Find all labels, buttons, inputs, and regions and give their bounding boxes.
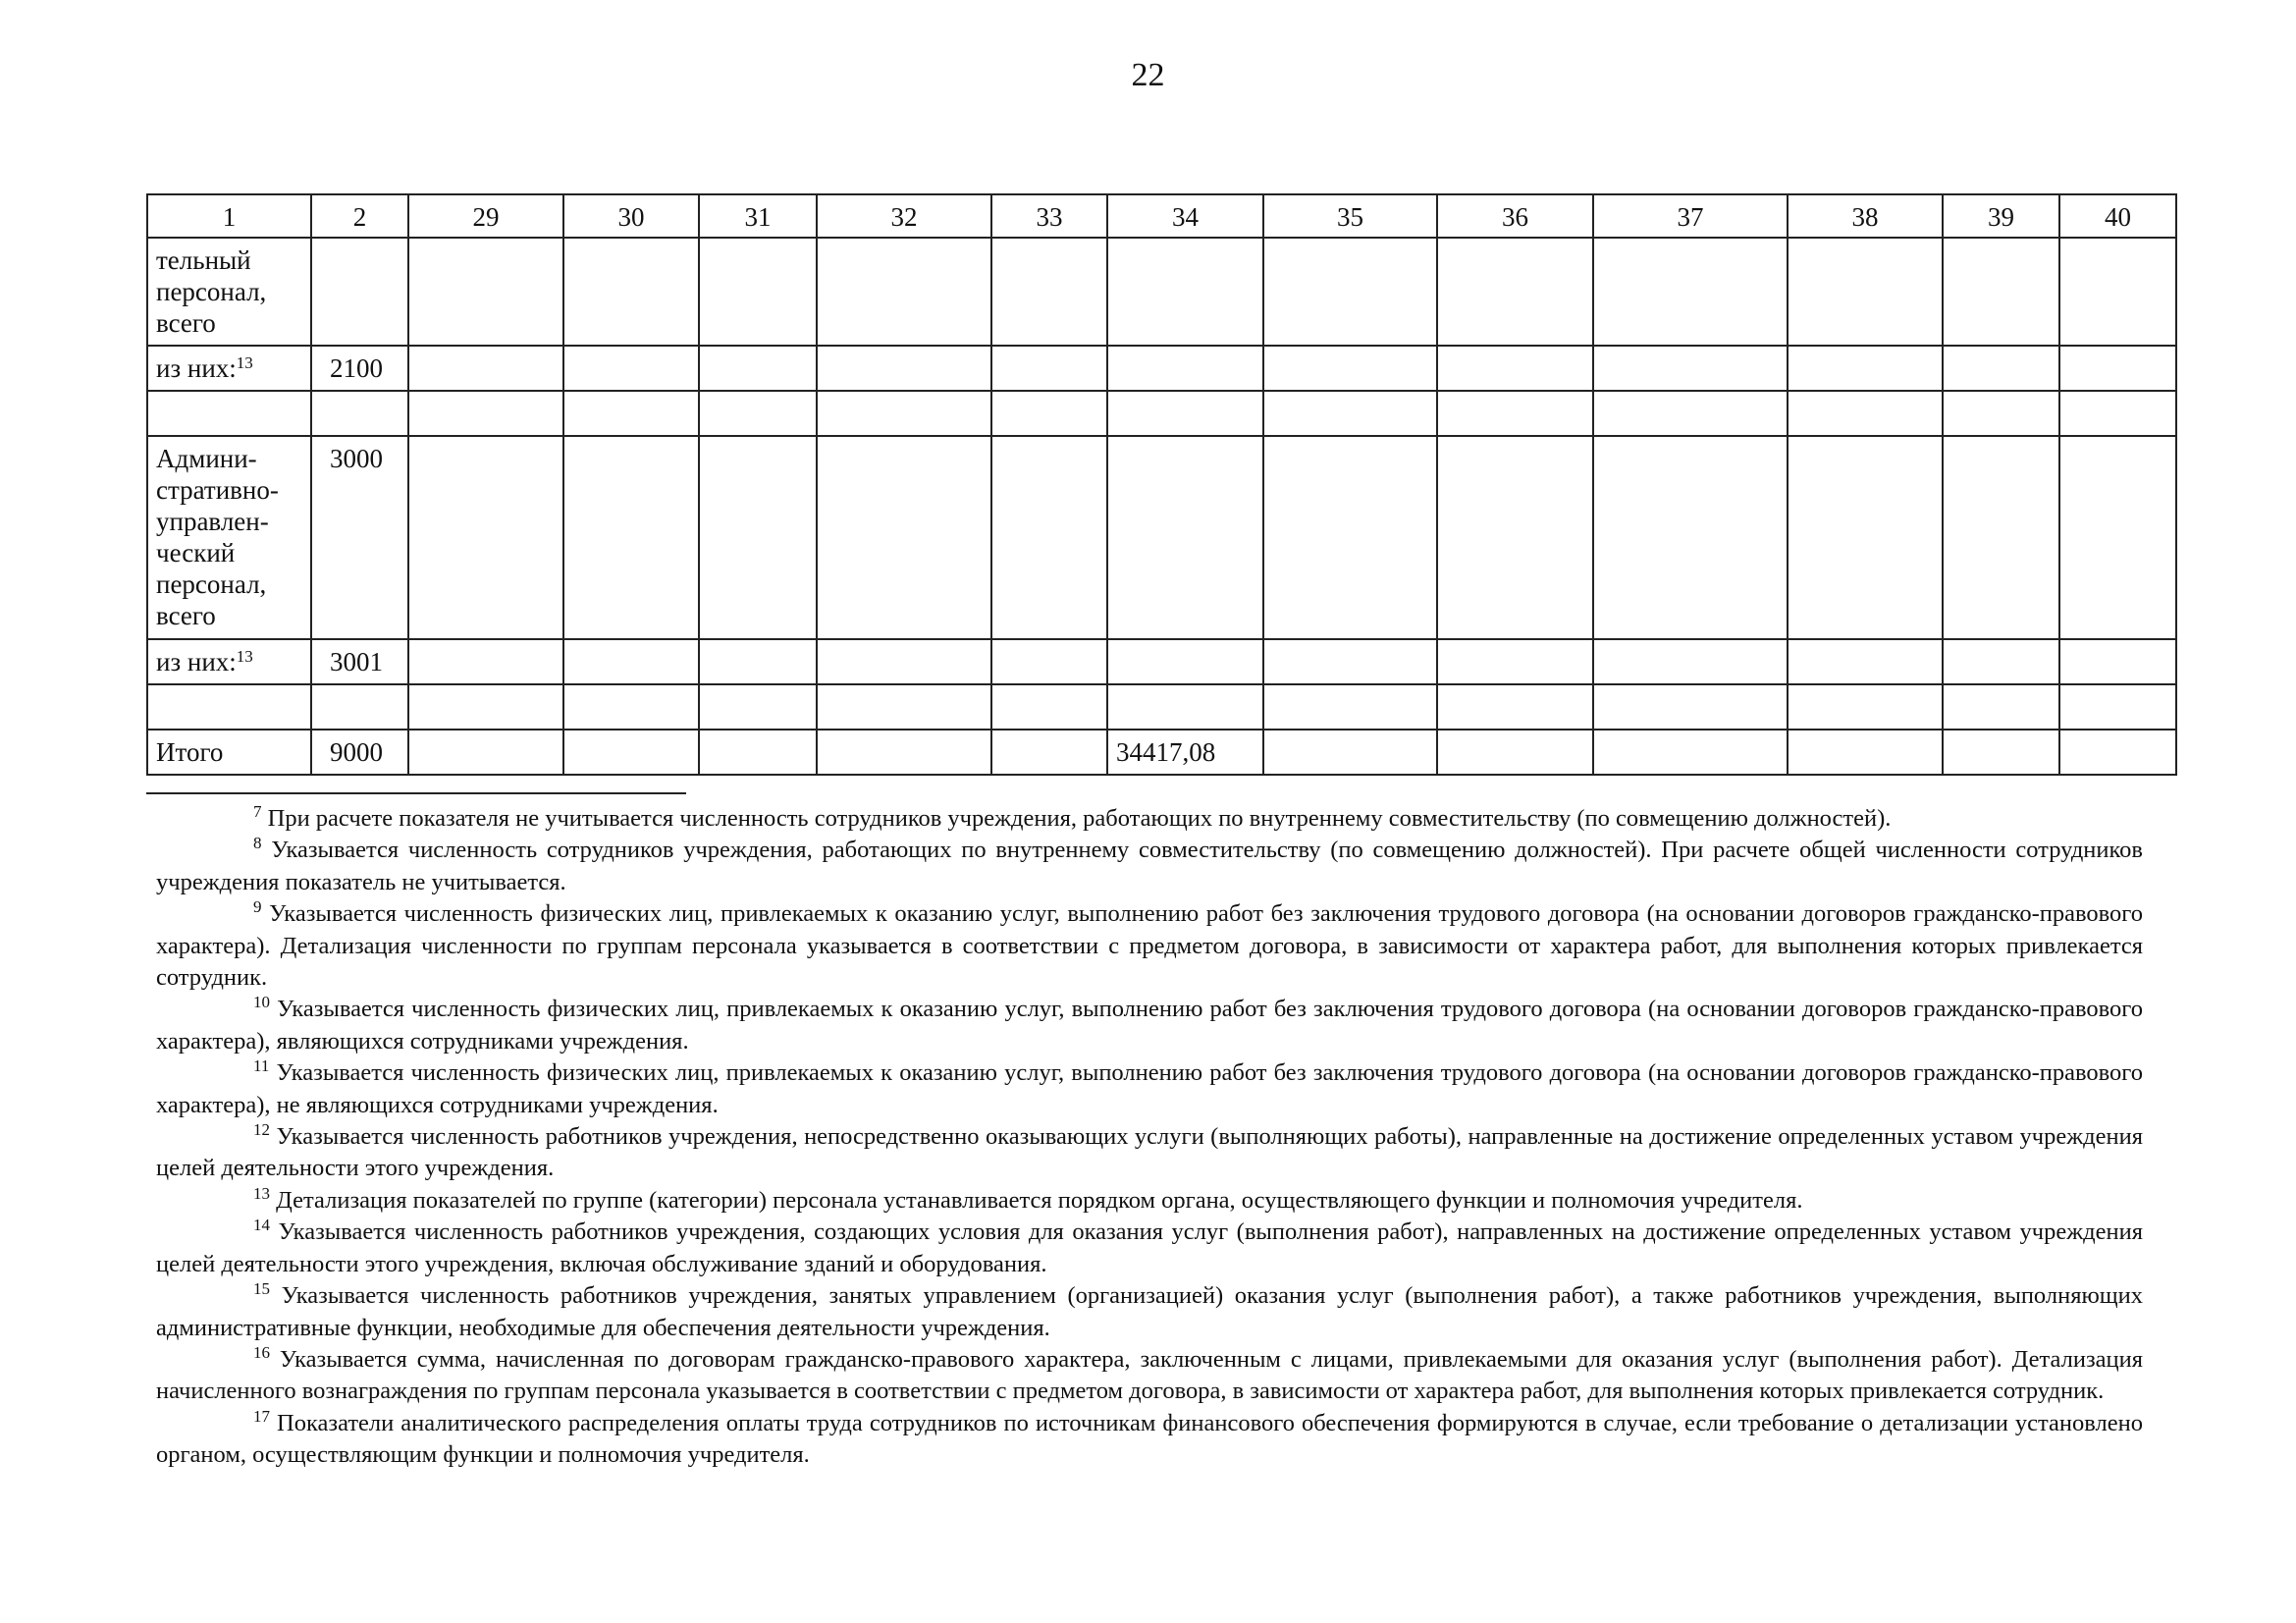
row-code: 9000 [311,730,408,775]
row-label [147,436,311,639]
table-cell [563,346,699,391]
footnote-number: 14 [253,1216,270,1235]
table-cell [1943,346,2059,391]
table-row [147,346,2176,391]
table-cell [563,730,699,775]
table-cell [817,391,991,436]
row-label-text: из них: [156,353,237,383]
row-label-text: Админи- стративно- управлен- ческий персонал, всего [156,444,279,630]
table-cell [1593,346,1788,391]
footnote-number: 13 [253,1183,270,1203]
table-cell [2059,639,2176,684]
table-cell [991,346,1107,391]
row-label [147,684,311,730]
footnote-text: Указывается численность работников учреждения, создающих условия для оказания услуг (выполнения работ), направленных на достижение определенных уставом учреждения целей деятельности этого учреждения, включая обслуживание зданий и оборудования. [156,1218,2143,1277]
column-header: 39 [1943,194,2059,238]
table-cell [1943,238,2059,346]
table-cell [2059,730,2176,775]
footnote-number: 10 [253,993,270,1012]
table-cell [1263,238,1437,346]
table-cell [1593,238,1788,346]
footnote-number: 11 [253,1056,270,1076]
footnote-number: 16 [253,1342,270,1362]
footnote [156,1217,2143,1280]
footnote-text: Указывается численность работников учреждения, занятых управлением (организацией) оказания услуг (выполнения работ), а также работников учреждения, выполняющих административные функции, необходимые для обеспечения деятельности учреждения. [156,1282,2143,1341]
table-row [147,639,2176,684]
row-label [147,730,311,775]
table-cell [408,346,563,391]
table-cell [1943,436,2059,639]
table-cell [1593,730,1788,775]
row-label [147,238,311,346]
footnote-separator [146,792,686,794]
column-header: 37 [1593,194,1788,238]
table-cell [1593,639,1788,684]
table-cell [1788,436,1943,639]
table-cell [699,346,817,391]
table-cell [1437,639,1593,684]
footnote-number: 15 [253,1279,270,1299]
row-label-text: Итого [156,737,224,767]
row-label-text: из них: [156,647,237,676]
table-cell [991,639,1107,684]
table-cell [817,684,991,730]
table-cell [1263,346,1437,391]
table-cell [1788,730,1943,775]
footnote [156,994,2143,1057]
table-cell [2059,436,2176,639]
footnote [156,1280,2143,1344]
column-header: 29 [408,194,563,238]
column-header: 30 [563,194,699,238]
table-cell [817,730,991,775]
table-cell [991,238,1107,346]
table-cell [1788,238,1943,346]
table-cell [699,436,817,639]
table-cell [408,684,563,730]
row-label [147,346,311,391]
table-cell [1107,436,1263,639]
table-cell [2059,346,2176,391]
table-cell [563,639,699,684]
column-header: 33 [991,194,1107,238]
footnote [156,1121,2143,1185]
table-cell [1437,346,1593,391]
table-cell [1263,436,1437,639]
footnote-number: 12 [253,1120,270,1140]
table-row [147,684,2176,730]
footnote [156,1344,2143,1408]
footnote [156,803,2143,835]
table-cell [2059,684,2176,730]
column-header: 36 [1437,194,1593,238]
column-header: 35 [1263,194,1437,238]
footnote-text: Указывается численность работников учреждения, непосредственно оказывающих услуги (выполняющих работы), направленные на достижение определенных уставом учреждения целей деятельности этого учреждения. [156,1123,2143,1182]
table-row [147,730,2176,775]
column-header: 38 [1788,194,1943,238]
row-code [311,238,408,346]
table-cell [1437,391,1593,436]
table-cell [563,684,699,730]
table-cell [1107,639,1263,684]
row-code: 3000 [311,436,408,639]
table-cell [1593,684,1788,730]
table-cell [1437,730,1593,775]
column-header: 31 [699,194,817,238]
table-cell [699,639,817,684]
table-cell [408,730,563,775]
table-row [147,391,2176,436]
column-header: 2 [311,194,408,238]
footnote-text: Указывается численность физических лиц, привлекаемых к оказанию услуг, выполнению работ без заключения трудового договора (на основании договоров гражданско-правового характера). Детализация численности по группам персонала указывается в соответствии с предметом договора, в зависимости от характера работ, для выполнения которых привлекается сотрудник. [156,900,2143,992]
table-cell [563,391,699,436]
footnote [156,1185,2143,1217]
column-header: 32 [817,194,991,238]
table-cell [2059,238,2176,346]
staffing-table [146,193,2177,776]
table-cell [817,436,991,639]
table-cell [817,639,991,684]
table-cell [1943,684,2059,730]
row-label-text: тельный персонал, всего [156,245,267,338]
table-cell [2059,391,2176,436]
table-cell [1788,639,1943,684]
table-cell [817,238,991,346]
footnote-number: 17 [253,1406,270,1426]
column-header: 34 [1107,194,1263,238]
table-cell [1437,436,1593,639]
footnote-text: Детализация показателей по группе (категории) персонала устанавливается порядком органа, осуществляющего функции и полномочия учредителя. [270,1186,1803,1214]
table-cell [1788,346,1943,391]
footnotes [156,803,2143,1472]
table-cell [991,730,1107,775]
footnote [156,898,2143,994]
table-cell [1107,684,1263,730]
table-cell [408,436,563,639]
table-cell [991,391,1107,436]
table-cell [1107,346,1263,391]
row-code: 2100 [311,346,408,391]
table-cell [699,684,817,730]
table-cell [408,238,563,346]
footnote-text: Указывается численность физических лиц, привлекаемых к оказанию услуг, выполнению работ без заключения трудового договора (на основании договоров гражданско-правового характера), являющихся сотрудниками учреждения. [156,996,2143,1055]
row-code [311,391,408,436]
table-cell [1943,391,2059,436]
footnote-ref: 13 [236,647,253,666]
row-label [147,391,311,436]
table-cell [1943,730,2059,775]
table-cell [699,730,817,775]
table-cell [1437,684,1593,730]
table-row [147,238,2176,346]
table-cell [817,346,991,391]
column-header: 1 [147,194,311,238]
footnote-text: При расчете показателя не учитывается численность сотрудников учреждения, работающих по внутреннему совместительству (по совмещению должностей). [261,805,1892,832]
table-cell: 34417,08 [1107,730,1263,775]
footnote-number: 9 [253,897,262,917]
footnote-text: Указывается сумма, начисленная по договорам гражданско-правового характера, заключенным с лицами, привлекаемыми для оказания услуг (выполнения работ). Детализация начисленного вознаграждения по группам персонала указывается в соответствии с предметом договора, в зависимости от характера работ, для выполнения которых привлекается сотрудник. [156,1345,2143,1405]
table-cell [991,436,1107,639]
table-cell [563,436,699,639]
footnote-number: 8 [253,834,262,853]
footnote-text: Показатели аналитического распределения оплаты труда сотрудников по источникам финансового обеспечения формируются в случае, если требование о детализации установлено органом, осуществляющим функции и полномочия учредителя. [156,1409,2143,1469]
table-cell [699,391,817,436]
table-cell [1593,436,1788,639]
table-cell [408,639,563,684]
table-cell [1943,639,2059,684]
table-cell [1788,391,1943,436]
footnote-ref: 13 [236,353,253,372]
table-row [147,436,2176,639]
row-label [147,639,311,684]
table-cell [1263,639,1437,684]
table-cell [699,238,817,346]
table-cell [1107,238,1263,346]
table-cell [1263,684,1437,730]
table-cell [1107,391,1263,436]
row-code: 3001 [311,639,408,684]
table-cell [1263,730,1437,775]
row-code [311,684,408,730]
footnote [156,1408,2143,1472]
table-cell [1263,391,1437,436]
table-cell [1788,684,1943,730]
footnote-text: Указывается численность сотрудников учреждения, работающих по внутреннему совместительству (по совмещению должностей). При расчете общей численности сотрудников учреждения показатель не учитывается. [156,837,2143,895]
page-number: 22 [1131,57,1165,93]
table-cell [1593,391,1788,436]
table-cell [408,391,563,436]
table-header-row [147,194,2176,238]
table-cell [991,684,1107,730]
footnote [156,835,2143,898]
column-header: 40 [2059,194,2176,238]
footnote-text: Указывается численность физических лиц, привлекаемых к оказанию услуг, выполнению работ без заключения трудового договора (на основании договоров гражданско-правового характера), не являющихся сотрудниками учреждения. [156,1059,2143,1118]
table-cell [563,238,699,346]
footnote-number: 7 [253,802,262,821]
table-body [147,238,2176,775]
table-cell [1437,238,1593,346]
footnote [156,1057,2143,1121]
